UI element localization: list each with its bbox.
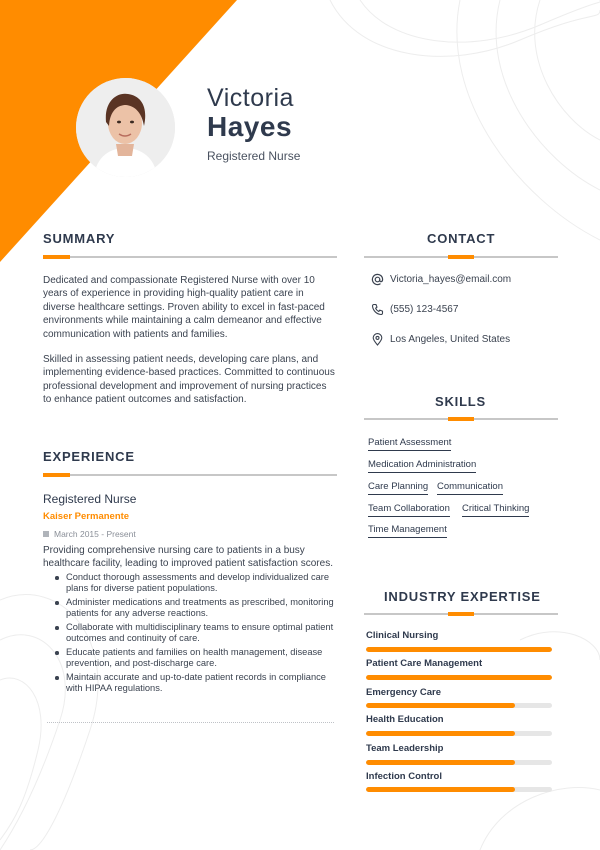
job-description: Providing comprehensive nursing care to patients in a busy healthcare facility, leading to improved patient satisfaction scores. xyxy=(43,545,333,570)
expertise-label: Patient Care Management xyxy=(366,658,483,669)
summary-heading: SUMMARY xyxy=(43,231,116,246)
skill-tag: Time Management xyxy=(368,524,447,538)
experience-heading: EXPERIENCE xyxy=(43,449,135,464)
bullet-icon xyxy=(55,651,59,655)
list-item: Maintain accurate and up-to-date patient records in compliance with HIPAA regulations. xyxy=(54,672,336,694)
contact-email[interactable] xyxy=(371,273,511,286)
contact-accent-mark xyxy=(448,255,474,259)
summary-paragraph-2: Skilled in assessing patient needs, developing care plans, and implementing evidence-based practices. Committed to continuous professional development and improvement of nursing practices to enhance patient outcomes and satisfaction. xyxy=(43,354,335,406)
job-title: Registered Nurse xyxy=(207,149,301,163)
skill-tag: Care Planning xyxy=(368,481,428,495)
contact-heading: CONTACT xyxy=(427,231,496,246)
skill-tag: Communication xyxy=(437,481,503,495)
skills-accent-mark xyxy=(448,417,474,421)
skill-tag: Patient Assessment xyxy=(368,437,451,451)
list-item: Collaborate with multidisciplinary teams to ensure optimal patient outcomes and continuity of care. xyxy=(54,622,336,644)
skill-tag: Critical Thinking xyxy=(462,503,529,517)
expertise-bar-fill xyxy=(366,647,552,652)
expertise-bar-track xyxy=(366,647,552,652)
skills-heading: SKILLS xyxy=(435,394,487,409)
expertise-label: Clinical Nursing xyxy=(366,630,439,641)
expertise-label: Emergency Care xyxy=(366,687,441,698)
job-dates xyxy=(43,529,136,539)
expertise-bar-track xyxy=(366,731,552,736)
contact-email-text: Victoria_hayes@email.com xyxy=(390,274,512,285)
contact-phone-text: (555) 123-4567 xyxy=(390,304,459,315)
expertise-bar-track xyxy=(366,675,552,680)
expertise-accent-mark xyxy=(448,612,474,616)
job-dates-text: March 2015 - Present xyxy=(54,529,136,539)
phone-icon xyxy=(371,303,384,316)
expertise-bar-fill xyxy=(366,760,515,765)
list-item: Administer medications and treatments as prescribed, monitoring patients for any adverse reactions. xyxy=(54,597,336,619)
list-item: Educate patients and families on health management, disease prevention, and post-discharge care. xyxy=(54,647,336,669)
contact-location xyxy=(371,333,510,346)
contact-phone[interactable] xyxy=(371,303,458,316)
last-name: Hayes xyxy=(207,111,293,142)
expertise-bar-fill xyxy=(366,703,515,708)
bullet-icon xyxy=(55,676,59,680)
job-company: Kaiser Permanente xyxy=(43,511,130,522)
summary-divider xyxy=(43,256,337,258)
calendar-icon xyxy=(43,531,49,537)
expertise-bar-fill xyxy=(366,787,515,792)
expertise-bar-fill xyxy=(366,731,515,736)
location-pin-icon xyxy=(371,333,384,346)
summary-accent-mark xyxy=(43,255,70,259)
job-role: Registered Nurse xyxy=(43,492,137,506)
expertise-bar-track xyxy=(366,703,552,708)
bullet-icon xyxy=(55,601,59,605)
expertise-bar-fill xyxy=(366,675,552,680)
summary-paragraph-1: Dedicated and compassionate Registered Nurse with over 10 years of experience in providing high-quality patient care in diverse healthcare settings. Proven ability to excel in fast-paced environments while maintaining a calm demeanor and effective communication with patients and families. xyxy=(43,275,325,340)
bullet-icon xyxy=(55,626,59,630)
contact-location-text: Los Angeles, United States xyxy=(390,334,511,345)
expertise-label: Team Leadership xyxy=(366,743,444,754)
bullet-icon xyxy=(55,576,59,580)
skill-tag: Team Collaboration xyxy=(368,503,450,517)
experience-accent-mark xyxy=(43,473,70,477)
expertise-bar-track xyxy=(366,787,552,792)
first-name: Victoria xyxy=(207,84,294,112)
list-item: Conduct thorough assessments and develop individualized care plans for diverse patient populations. xyxy=(54,572,336,594)
expertise-label: Health Education xyxy=(366,714,444,725)
job-bullet-list xyxy=(54,572,336,697)
experience-end-divider xyxy=(47,722,334,723)
skill-tag: Medication Administration xyxy=(368,459,476,473)
expertise-bar-track xyxy=(366,760,552,765)
profile-photo xyxy=(76,78,175,177)
at-icon xyxy=(371,273,384,286)
expertise-label: Infection Control xyxy=(366,771,442,782)
expertise-heading: INDUSTRY EXPERTISE xyxy=(384,589,541,604)
experience-divider xyxy=(43,474,337,476)
